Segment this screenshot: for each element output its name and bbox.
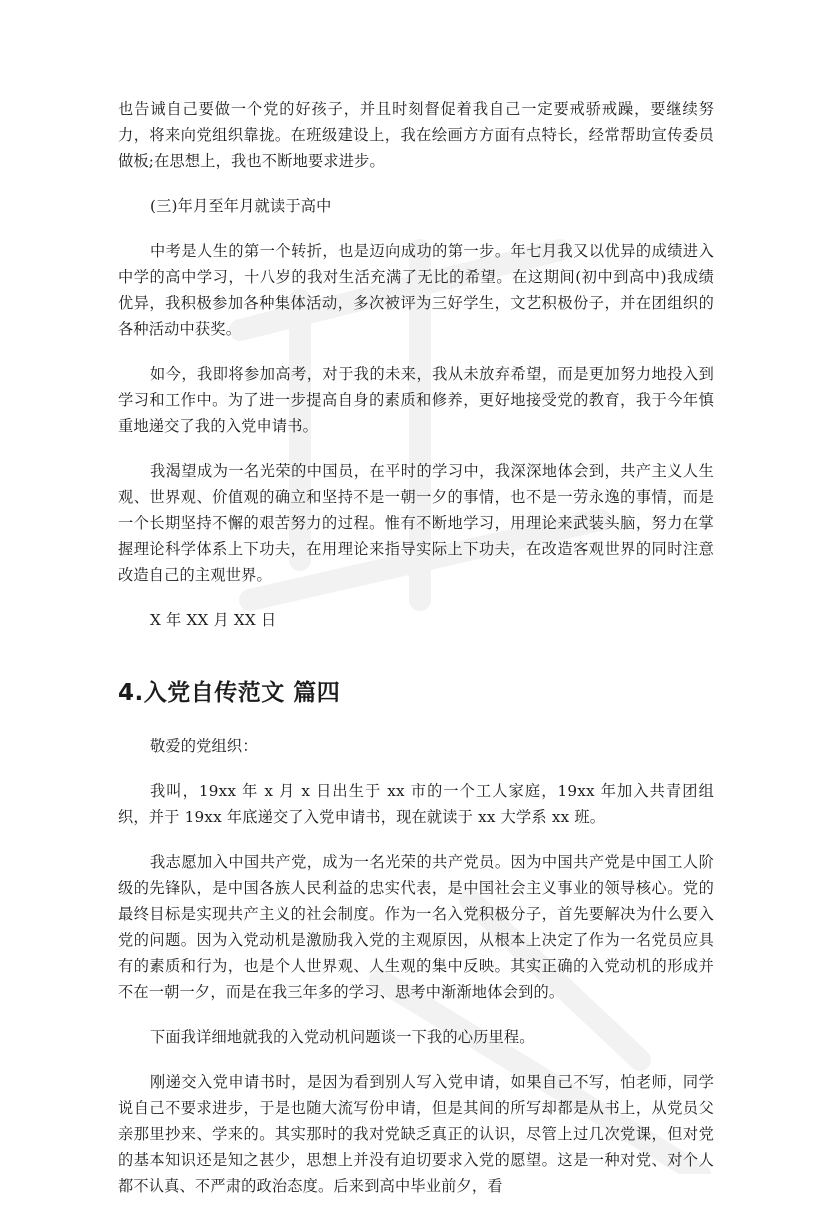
date-line: X 年 XX 月 XX 日	[150, 611, 277, 629]
paragraph: 我志愿加入中国共产党，成为一名光荣的共产党员。因为中国共产党是中国工人阶级的先锋队，是中国各族人民利益的忠实代表，是中国社会主义事业的领导核心。党的最终目标是实现共产主义的社会制度。作为一名入党积极分子，首先要解决为什么要入党的问题。因为入党动机是激励我入党的主观原因，从根本上决定了作为一名党员应具有的素质和行为，也是个人世界观、人生观的集中反映。其实正确的入党动机的形成并不在一朝一夕，而是在我三年多的学习、思考中渐渐地体会到的。	[118, 853, 714, 1001]
paragraph: 也告诫自己要做一个党的好孩子，并且时刻督促着我自己一定要戒骄戒躁，要继续努力，将来向党组织靠拢。在班级建设上，我在绘画方方面有点特长，经常帮助宣传委员做板;在思想上，我也不断地要求进步。	[118, 100, 714, 170]
paragraph: 中考是人生的第一个转折，也是迈向成功的第一步。年七月我又以优异的成绩进入中学的高中学习，十八岁的我对生活充满了无比的希望。在这期间(初中到高中)我成绩优异，我积极参加各种集体活动，多次被评为三好学生，文艺积极份子，并在团组织的各种活动中获奖。	[118, 242, 714, 338]
paragraph: 我叫，19xx 年 x 月 x 日出生于 xx 市的一个工人家庭，19xx 年加入共青团组织，并于 19xx 年底递交了入党申请书，现在就读于 xx 大学系 xx 班。	[118, 782, 714, 826]
subsection-title: (三)年月至年月就读于高中	[150, 197, 332, 215]
salutation: 敬爱的党组织：	[150, 737, 258, 755]
paragraph: 下面我详细地就我的入党动机问题谈一下我的心历里程。	[150, 1028, 535, 1046]
paragraph: 刚递交入党申请书时，是因为看到别人写入党申请，如果自己不写，怕老师，同学说自己不要求进步，于是也随大流写份申请，但是其间的所写却都是从书上，从党员父亲那里抄来、学来的。其实那时的我对党缺乏真正的认识，尽管上过几次党课，但对党的基本知识还是知之甚少，思想上并没有迫切要求入党的愿望。这是一种对党、对个人都不认真、不严肃的政治态度。后来到高中毕业前夕，看	[118, 1073, 714, 1195]
paragraph: 我渴望成为一名光荣的中国员，在平时的学习中，我深深地体会到，共产主义人生观、世界观、价值观的确立和坚持不是一朝一夕的事情，也不是一劳永逸的事情，而是一个长期坚持不懈的艰苦努力的过程。惟有不断地学习，用理论来武装头脑，努力在掌握理论科学体系上下功夫，在用理论来指导实际上下功夫，在改造客观世界的同时注意改造自己的主观世界。	[118, 462, 714, 584]
paragraph: 如今，我即将参加高考，对于我的未来，我从未放弃希望，而是更加努力地投入到学习和工作中。为了进一步提高自身的素质和修养，更好地接受党的教育，我于今年慎重地递交了我的入党申请书。	[118, 365, 714, 435]
section-heading: 4.入党自传范文 篇四	[118, 680, 341, 706]
document-page	[118, 96, 714, 1218]
